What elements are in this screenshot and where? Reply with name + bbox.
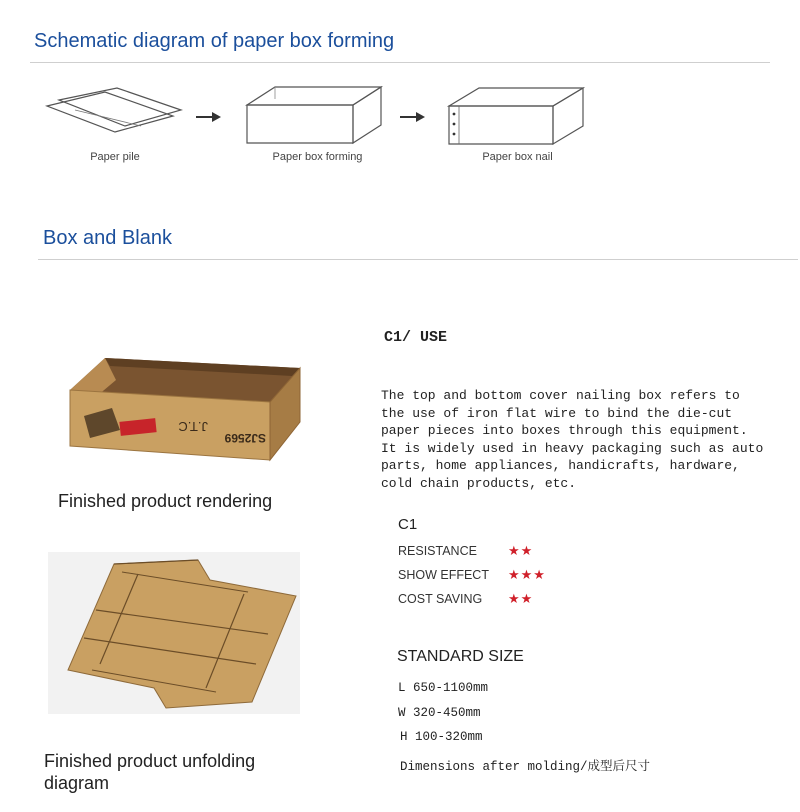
stage-label-box-forming: Paper box forming bbox=[272, 151, 363, 163]
use-description: The top and bottom cover nailing box refers to the use of iron flat wire to bind the die-cut paper pieces into boxes through this equipment. It is widely used in heavy packaging such as auto parts, home appliances, handicrafts, hardware, cold chain products, etc. bbox=[381, 388, 764, 491]
size-length: L 650-1100mm bbox=[398, 681, 489, 695]
stage-label-paper-pile: Paper pile bbox=[90, 151, 140, 163]
standard-size-title: STANDARD SIZE bbox=[397, 648, 524, 665]
box-blank-title: Box and Blank bbox=[43, 227, 172, 249]
stage-label-box-nail: Paper box nail bbox=[482, 151, 553, 163]
grade-title: C1 bbox=[398, 516, 418, 533]
finished-box-image bbox=[60, 350, 330, 465]
use-title: C1/ USE bbox=[384, 329, 448, 346]
star-rating-icon: ★★★ bbox=[508, 567, 546, 582]
metric-label: SHOW EFFECT bbox=[398, 568, 489, 582]
caption-rendering: Finished product rendering bbox=[58, 491, 273, 511]
size-width: W 320-450mm bbox=[398, 706, 481, 720]
star-rating-icon: ★★ bbox=[508, 543, 534, 558]
caption-unfolding: Finished product unfolding diagram bbox=[44, 751, 256, 793]
metric-resistance bbox=[398, 543, 534, 558]
metric-label: RESISTANCE bbox=[398, 544, 477, 558]
metric-show-effect bbox=[398, 567, 546, 582]
schematic-title: Schematic diagram of paper box forming bbox=[34, 30, 395, 52]
arrow-right-icon bbox=[196, 110, 222, 124]
paper-pile-icon bbox=[45, 88, 185, 143]
box-blank-divider bbox=[38, 259, 798, 260]
box-nail-icon bbox=[445, 86, 585, 146]
box-brand-print: J.T.C bbox=[178, 419, 208, 434]
box-forming-icon bbox=[243, 85, 383, 145]
unfolded-blank-image bbox=[48, 552, 300, 714]
metric-cost-saving bbox=[398, 591, 534, 606]
arrow-right-icon bbox=[400, 110, 426, 124]
star-rating-icon: ★★ bbox=[508, 591, 534, 606]
size-note: Dimensions after molding/成型后尺寸 bbox=[400, 760, 651, 774]
schematic-divider bbox=[30, 62, 770, 63]
metric-label: COST SAVING bbox=[398, 592, 483, 606]
box-model-print: SJ2569 bbox=[224, 431, 266, 445]
size-height: H 100-320mm bbox=[400, 730, 483, 744]
